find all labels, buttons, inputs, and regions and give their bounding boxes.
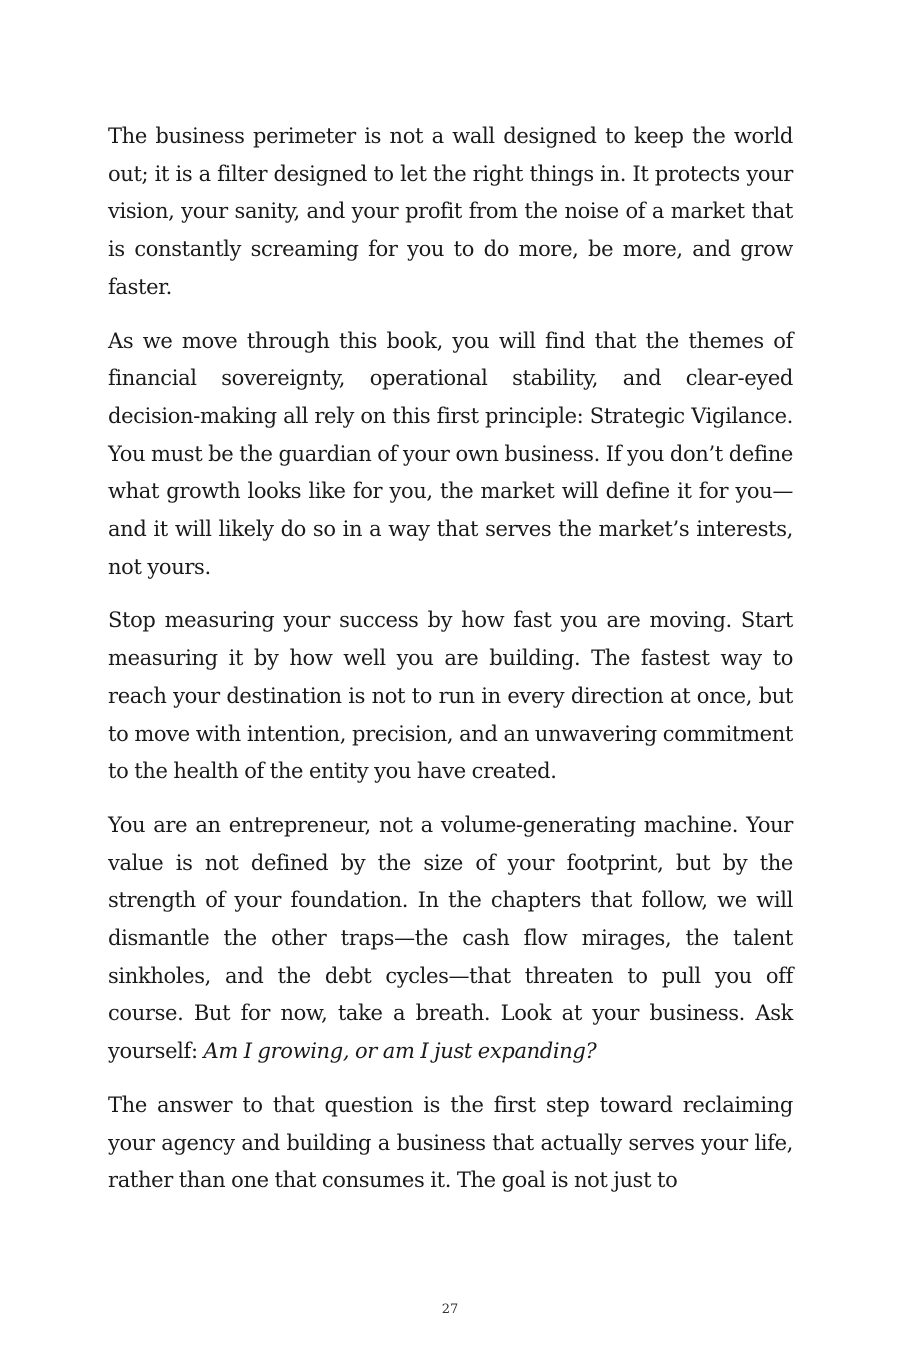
paragraph-3: Stop measuring your success by how fast you are moving. Start measuring it by how well you are building. The fastest way to reach your destination is not to run in every direction at once, but to move with intention, precision, and an unwavering commitment to the health of the entity you have created. [108,608,793,784]
paragraph-1: The business perimeter is not a wall designed to keep the world out; it is a filter designed to let the right things in. It protects your vision, your sanity, and your profit from the noise of a market that is constantly screaming for you to do more, be more, and grow faster. [108,124,793,299]
body-text [108,118,793,1200]
paragraph-4-emphasis: Am I growing, or am I just expanding? [203,1039,597,1064]
page-number: 27 [441,1302,459,1317]
paragraph-5: The answer to that question is the first step toward reclaiming your agency and building a business that actually serves your life, rather than one that consumes it. The goal is not just to [108,1092,793,1193]
paragraph-4 [108,807,793,1071]
paragraph-2: As we move through this book, you will find that the themes of financial sovereignty, operational stability, and clear-eyed decision-making all rely on this first principle: Strategic Vigilance. You must be the guardian of your own business. If you don’t define what growth looks like for you, the market will define it for you—and it will likely do so in a way that serves the market’s interests, not yours. [108,328,793,579]
paragraph-4-text: You are an entrepreneur, not a volume-generating machine. Your value is not defined by the size of your footprint, but by the strength of your foundation. In the chapters that follow, we will dismantle the other traps—the cash flow mirages, the talent sinkholes, and the debt cycles—that threaten to pull you off course. But for now, take a breath. Look at your business. Ask yourself: [108,812,793,1064]
